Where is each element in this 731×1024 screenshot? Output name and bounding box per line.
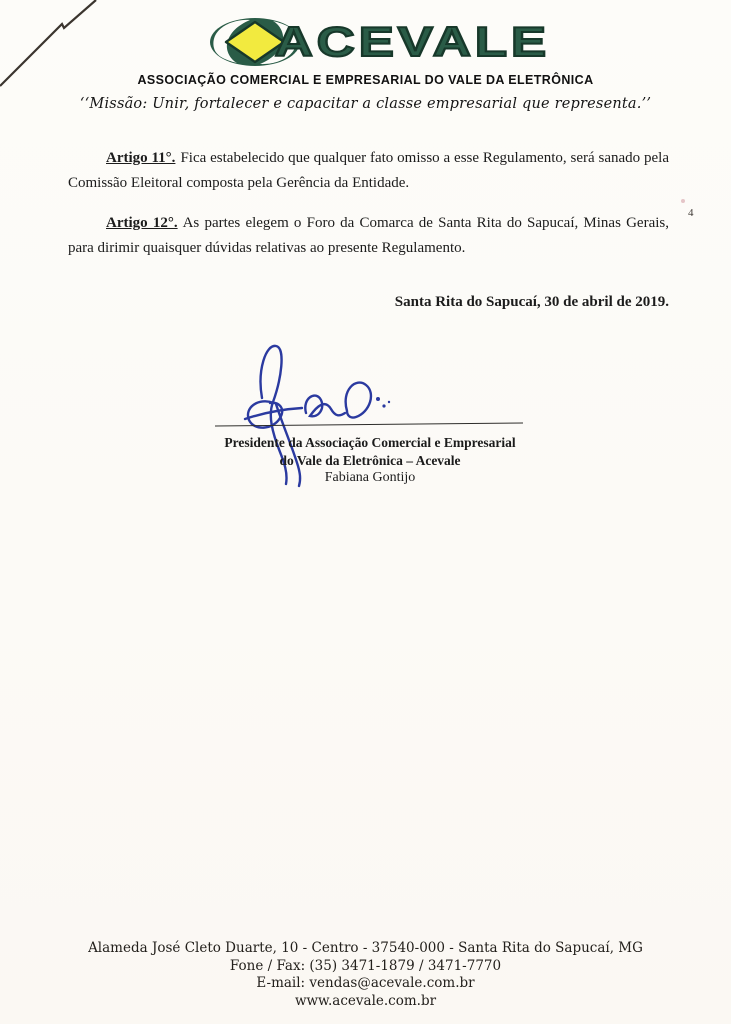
- article-12-paragraph: [68, 211, 669, 261]
- article-11-paragraph: [68, 146, 669, 196]
- signatory-identification: [155, 434, 585, 487]
- footer-address: Alameda José Cleto Duarte, 10 - Centro - 37540-000 - Santa Rita do Sapucaí, MG: [88, 940, 643, 956]
- article-12-label: Artigo 12°.: [106, 215, 178, 231]
- mission-statement: ‘‘Missão: Unir, fortalecer e capacitar a classe empresarial que representa.’’: [79, 96, 652, 112]
- signatory-name: Fabiana Gontijo: [324, 470, 416, 485]
- footer-website: www.acevale.com.br: [294, 992, 437, 1009]
- footer-email: E-mail: vendas@acevale.com.br: [256, 975, 475, 991]
- scan-artifact-mark: 4: [688, 207, 694, 219]
- letterhead-footer: [0, 940, 731, 1010]
- logo-wordmark: ACEVALE: [274, 18, 551, 65]
- article-12-text: As partes elegem o Foro da Comarca de Santa Rita do Sapucaí, Minas Gerais, para dirimir quaisquer dúvidas relativas ao presente Regulamento.: [68, 215, 669, 256]
- organization-name: ASSOCIAÇÃO COMERCIAL E EMPRESARIAL DO VALE DA ELETRÔNICA: [137, 73, 594, 87]
- date-place-line: Santa Rita do Sapucaí, 30 de abril de 2019.: [394, 294, 669, 310]
- signatory-title-line-2: do Vale da Eletrônica – Acevale: [279, 452, 461, 468]
- document-body: [68, 146, 669, 330]
- signatory-title-line-1: Presidente da Associação Comercial e Empresarial: [224, 435, 516, 450]
- footer-phone: Fone / Fax: (35) 3471-1879 / 3471-7770: [229, 957, 502, 974]
- article-11-label: Artigo 11°.: [106, 150, 176, 166]
- logo: [0, 16, 731, 68]
- signature-block: [0, 340, 731, 500]
- scan-artifact-dot: [681, 199, 685, 203]
- article-11-text: Fica estabelecido que qualquer fato omisso a esse Regulamento, será sanado pela Comissão Eleitoral composta pela Gerência da Entidade.: [68, 150, 669, 191]
- letterhead: [0, 16, 731, 112]
